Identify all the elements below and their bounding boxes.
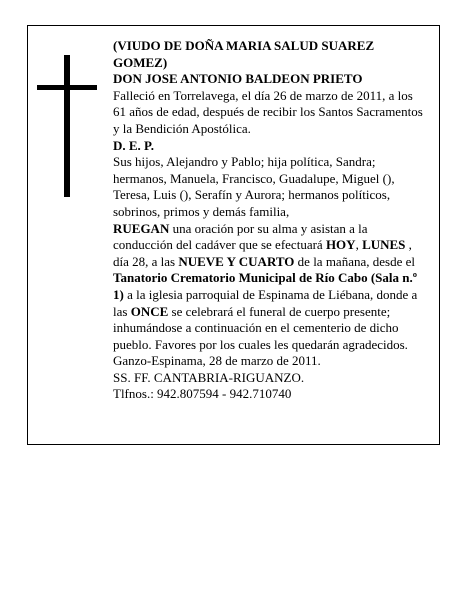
deceased-name: DON JOSE ANTONIO BALDEON PRIETO: [113, 71, 363, 87]
cross-vertical-bar: [64, 55, 70, 197]
dep-label: D. E. P.: [113, 137, 155, 153]
funeral-text-5: a la iglesia parroquial de Espinama de Liébana, donde a las: [113, 286, 418, 319]
funeral-text-6: se celebrará el funeral de cuerpo presente; inhumándose a continuación en el cementerio de dicho pueblo. Favores por los cuales les quedarán agradecidos.: [113, 303, 408, 352]
cross-horizontal-bar: [37, 85, 97, 90]
funeral-text-4: de la mañana, desde el: [294, 253, 415, 269]
lunes-text: LUNES: [362, 237, 406, 253]
funeral-home: SS. FF. CANTABRIA-RIGUANZO.: [113, 369, 305, 385]
ruegan-text: RUEGAN: [113, 220, 170, 236]
phone-numbers: Tlfnos.: 942.807594 - 942.710740: [113, 386, 292, 402]
death-notice: Falleció en Torrelavega, el día 26 de marzo de 2011, a los 61 años de edad, después de recibir los Santos Sacramentos y la Bendición Apostólica.: [113, 87, 423, 136]
once-text: ONCE: [130, 303, 169, 319]
hoy-text: HOY: [325, 237, 356, 253]
funeral-text-2: ,: [355, 237, 363, 253]
place-date: Ganzo-Espinama, 28 de marzo de 2011.: [113, 353, 321, 369]
family-list: Sus hijos, Alejandro y Pablo; hija política, Sandra; hermanos, Manuela, Francisco, Guadalupe, Miguel (), Teresa, Luis (), Serafín y Aurora; hermanos políticos, sobrinos, primos y demás familia,: [113, 154, 395, 219]
funeral-text-1: una oración por su alma y asistan a la conducción del cadáver que se efectuará: [113, 220, 368, 253]
obituary-text: [113, 38, 429, 403]
funeral-paragraph: [113, 221, 429, 354]
tanatorio-name: Tanatorio Crematorio Municipal de Río Cabo (Sala n.º 1): [113, 270, 418, 302]
funeral-text-3: , día 28, a las: [113, 237, 412, 269]
widower-heading: (VIUDO DE DOÑA MARIA SALUD SUAREZ GOMEZ): [113, 38, 375, 70]
cross-icon: [37, 55, 97, 197]
funeral-time: NUEVE Y CUARTO: [178, 253, 295, 269]
